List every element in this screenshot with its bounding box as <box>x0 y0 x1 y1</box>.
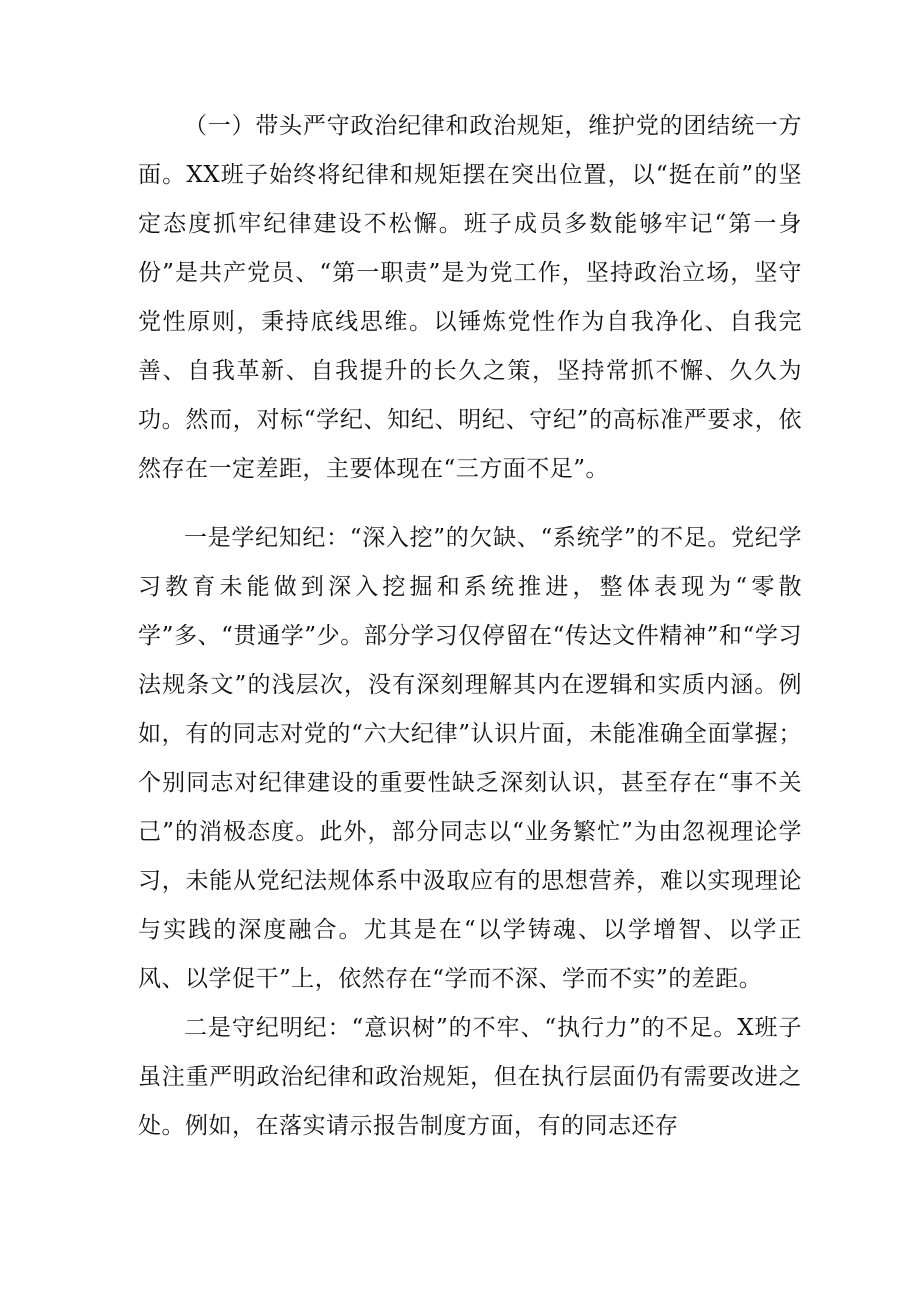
paragraph-point-one: 一是学纪知纪：“深入挖”的欠缺、“系统学”的不足。党纪学习教育未能做到深入挖掘和系统推进，整体表现为“零散学”多、“贯通学”少。部分学习仅停留在“传达文件精神”和“学习法规条文”的浅层次，没有深刻理解其内在逻辑和实质内涵。例如，有的同志对党的“六大纪律”认识片面，未能准确全面掌握；个别同志对纪律建设的重要性缺乏深刻认识，甚至存在“事不关己”的消极态度。此外，部分同志以“业务繁忙”为由忽视理论学习，未能从党纪法规体系中汲取应有的思想营养，难以实现理论与实践的深度融合。尤其是在“以学铸魂、以学增智、以学正风、以学促干”上，依然存在“学而不深、学而不实”的差距。 <box>138 525 802 992</box>
document-page <box>138 102 802 1151</box>
paragraph-intro: （一）带头严守政治纪律和政治规矩，维护党的团结统一方面。XX班子始终将纪律和规矩摆在突出位置，以“挺在前”的坚定态度抓牢纪律建设不松懈。班子成员多数能够牢记“第一身份”是共产党员、“第一职责”是为党工作，坚持政治立场，坚守党性原则，秉持底线思维。以锤炼党性作为自我净化、自我完善、自我革新、自我提升的长久之策，坚持常抓不懈、久久为功。然而，对标“学纪、知纪、明纪、守纪”的高标准严要求，依然存在一定差距，主要体现在“三方面不足”。 <box>138 113 802 482</box>
paragraph-point-two: 二是守纪明纪：“意识树”的不牢、“执行力”的不足。X班子虽注重严明政治纪律和政治规矩，但在执行层面仍有需要改进之处。例如，在落实请示报告制度方面，有的同志还存 <box>138 1015 802 1139</box>
